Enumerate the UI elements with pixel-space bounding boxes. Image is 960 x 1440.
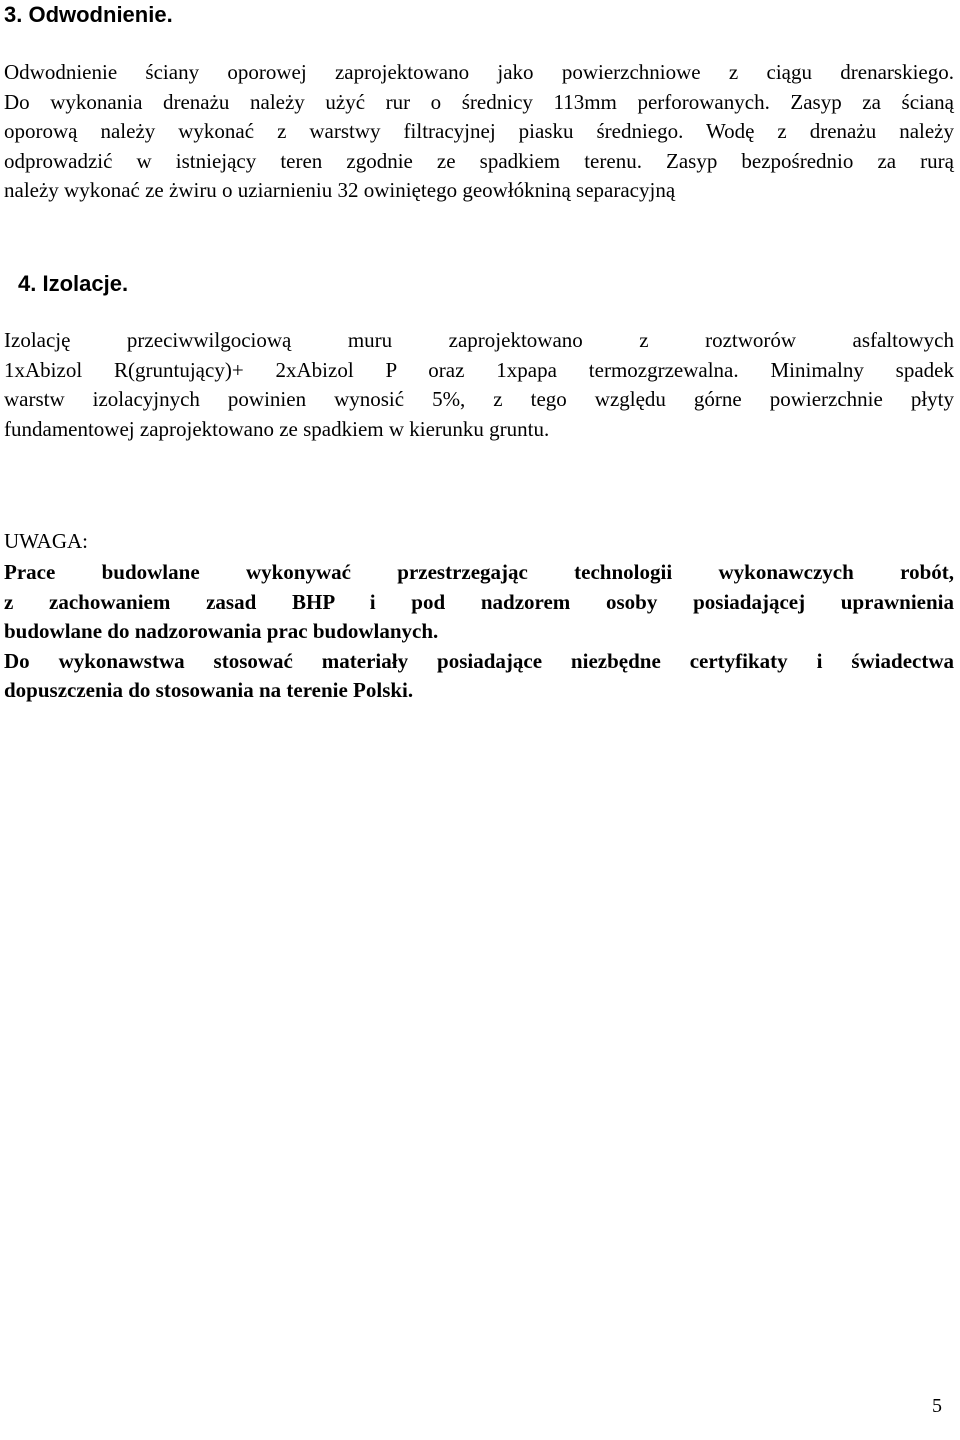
paragraph-line: z zachowaniem zasad BHP i pod nadzorem osoby posiadającej uprawnienia: [4, 589, 954, 614]
paragraph-line: warstw izolacyjnych powinien wynosić 5%, z tego względu górne powierzchnie płyty: [4, 387, 954, 412]
paragraph-drainage: [4, 58, 954, 206]
warning-label: UWAGA:: [4, 529, 88, 553]
paragraph-line: budowlane do nadzorowania prac budowlanych.: [4, 619, 439, 644]
paragraph-line: należy wykonać ze żwiru o uziarnieniu 32 owiniętego geowłókniną separacyjną: [4, 178, 676, 203]
paragraph-line: Do wykonawstwa stosować materiały posiadające niezbędne certyfikaty i świadectwa: [4, 648, 954, 673]
paragraph-line: fundamentowej zaprojektowano ze spadkiem w kierunku gruntu.: [4, 416, 550, 441]
paragraph-line: odprowadzić w istniejący teren zgodnie ze spadkiem terenu. Zasyp bezpośrednio za rurą: [4, 148, 954, 173]
paragraph-line: 1xAbizol R(gruntujący)+ 2xAbizol P oraz 1xpapa termozgrzewalna. Minimalny spadek: [4, 357, 954, 382]
paragraph-line: dopuszczenia do stosowania na terenie Polski.: [4, 678, 414, 703]
section-heading-drainage: 3. Odwodnienie.: [4, 2, 173, 27]
page-number: 5: [932, 1395, 942, 1417]
paragraph-line: Prace budowlane wykonywać przestrzegając technologii wykonawczych robót,: [4, 560, 954, 584]
paragraph-insulation: [4, 326, 954, 444]
paragraph-line: Do wykonania drenażu należy użyć rur o średnicy 113mm perforowanych. Zasyp za ścianą: [4, 89, 954, 114]
paragraph-line: Izolację przeciwwilgociową muru zaprojektowano z roztworów asfaltowych: [4, 328, 954, 352]
section-heading-insulation: 4. Izolacje.: [18, 271, 129, 296]
paragraph-line: oporową należy wykonać z warstwy filtracyjnej piasku średniego. Wodę z drenażu należy: [4, 119, 954, 144]
paragraph-warning: [4, 558, 954, 706]
paragraph-line: Odwodnienie ściany oporowej zaprojektowano jako powierzchniowe z ciągu drenarskiego.: [4, 60, 954, 84]
